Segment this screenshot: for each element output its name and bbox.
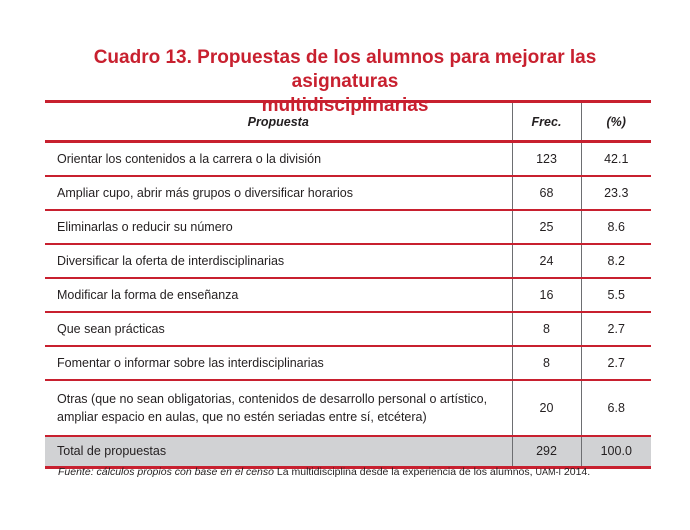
total-percent: 100.0 bbox=[581, 436, 651, 468]
cell-percent: 5.5 bbox=[581, 278, 651, 312]
cell-percent: 2.7 bbox=[581, 346, 651, 380]
source-institution: UAM-I bbox=[535, 467, 561, 477]
cell-propuesta: Eliminarlas o reducir su número bbox=[45, 210, 512, 244]
cell-propuesta: Diversificar la oferta de interdisciplinarias bbox=[45, 244, 512, 278]
cell-propuesta: Otras (que no sean obligatorias, contenidos de desarrollo personal o artístico, ampliar espacio en aulas, que no estén seriadas entre sí, etcétera) bbox=[45, 380, 512, 436]
table-row bbox=[45, 210, 651, 244]
cell-frec: 25 bbox=[512, 210, 581, 244]
cell-percent: 6.8 bbox=[581, 380, 651, 436]
title-line-2: multidisciplinarias bbox=[261, 95, 429, 116]
cell-propuesta: Orientar los contenidos a la carrera o la división bbox=[45, 142, 512, 176]
source-plain: La multidisciplina desde la experiencia de los alumnos, bbox=[276, 466, 533, 478]
cell-frec: 16 bbox=[512, 278, 581, 312]
table-header-row bbox=[45, 102, 651, 142]
cell-frec: 123 bbox=[512, 142, 581, 176]
header-percent: (%) bbox=[581, 102, 651, 142]
cell-percent: 8.6 bbox=[581, 210, 651, 244]
cell-propuesta: Modificar la forma de enseñanza bbox=[45, 278, 512, 312]
source-year: 2014. bbox=[563, 466, 591, 478]
total-frec: 292 bbox=[512, 436, 581, 468]
source-note bbox=[58, 466, 658, 478]
cell-percent: 2.7 bbox=[581, 312, 651, 346]
header-propuesta: Propuesta bbox=[45, 102, 512, 142]
cell-propuesta: Ampliar cupo, abrir más grupos o diversificar horarios bbox=[45, 176, 512, 210]
cell-percent: 23.3 bbox=[581, 176, 651, 210]
cell-percent: 8.2 bbox=[581, 244, 651, 278]
header-frec: Frec. bbox=[512, 102, 581, 142]
table-row bbox=[45, 380, 651, 436]
total-row bbox=[45, 436, 651, 468]
table-row bbox=[45, 244, 651, 278]
cell-propuesta: Fomentar o informar sobre las interdisciplinarias bbox=[45, 346, 512, 380]
cell-propuesta: Que sean prácticas bbox=[45, 312, 512, 346]
cell-frec: 24 bbox=[512, 244, 581, 278]
table-row bbox=[45, 346, 651, 380]
table-row bbox=[45, 278, 651, 312]
table-row bbox=[45, 176, 651, 210]
source-italic: Fuente: cálculos propios con base en el censo bbox=[58, 466, 274, 478]
cell-percent: 42.1 bbox=[581, 142, 651, 176]
table-row bbox=[45, 142, 651, 176]
cell-frec: 68 bbox=[512, 176, 581, 210]
proposals-table bbox=[45, 100, 651, 469]
cell-frec: 20 bbox=[512, 380, 581, 436]
cell-frec: 8 bbox=[512, 346, 581, 380]
cell-frec: 8 bbox=[512, 312, 581, 346]
table-row bbox=[45, 312, 651, 346]
total-label: Total de propuestas bbox=[45, 436, 512, 468]
title-line-1: Cuadro 13. Propuestas de los alumnos para mejorar las asignaturas bbox=[93, 47, 597, 92]
